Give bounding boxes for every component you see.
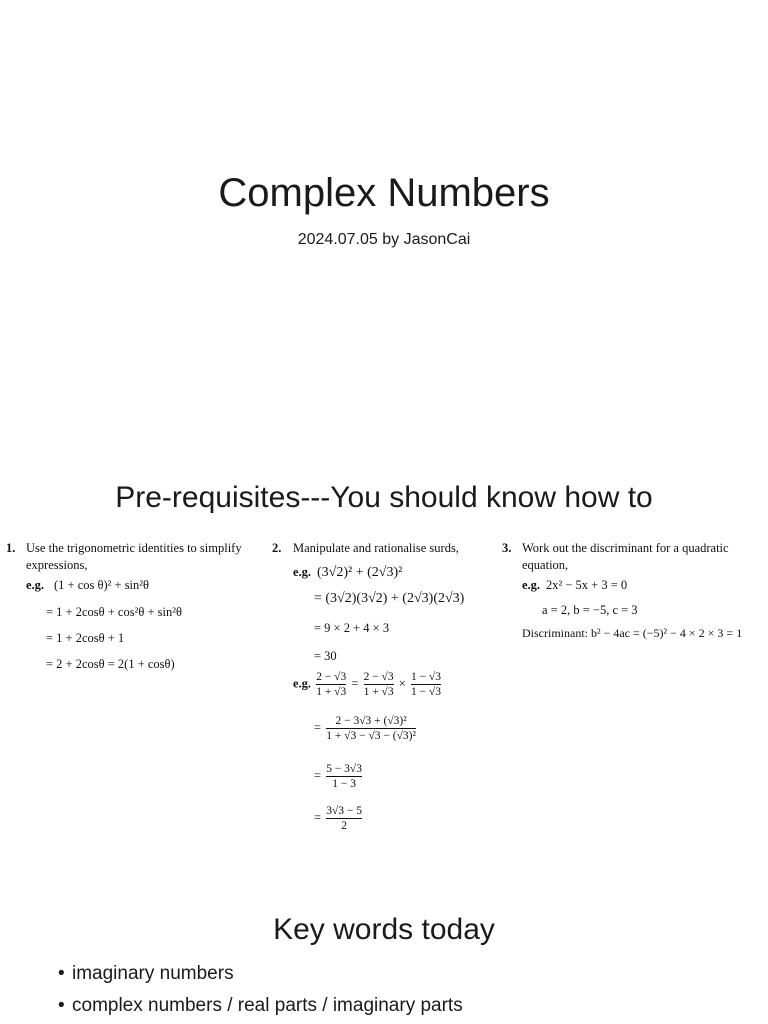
surds-eg-label-2: e.g. (293, 676, 312, 691)
discriminant-instruction: Work out the discriminant for a quadratic (522, 541, 729, 555)
fraction (326, 762, 362, 791)
surds-fraction-line-4 (314, 804, 364, 833)
fraction-numerator: 1 − √3 (410, 671, 441, 683)
trig-instruction: Use the trigonometric identities to simplify (26, 541, 242, 555)
fraction (326, 804, 362, 833)
fraction-numerator: 3√3 − 5 (326, 805, 362, 817)
fraction-numerator: 5 − 3√3 (326, 763, 362, 775)
times-sign: × (398, 676, 406, 691)
surds-expression-1: (3√2)² + (2√3)² (317, 565, 403, 580)
trig-step-3: = 2 + 2cosθ = 2(1 + cosθ) (46, 657, 175, 671)
fraction-numerator: 2 − √3 (316, 671, 347, 683)
fraction-denominator: 1 + √3 (363, 686, 394, 698)
equals-sign: = (314, 720, 322, 735)
keyword-text: imaginary numbers (72, 963, 234, 984)
fraction (411, 670, 441, 699)
equals-sign: = (314, 768, 322, 783)
surds-step-3: = 30 (314, 649, 337, 663)
prereq-number-2: 2. (272, 541, 282, 555)
trig-expression: (1 + cos θ)² + sin²θ (54, 578, 150, 592)
fraction-denominator: 1 − 3 (326, 776, 362, 791)
surds-fraction-line-2 (314, 714, 418, 743)
fraction (316, 670, 346, 699)
fraction-denominator: 1 + √3 − √3 − (√3)² (326, 730, 416, 742)
fraction (326, 714, 416, 743)
discriminant-calculation: Discriminant: b² − 4ac = (−5)² − 4 × 2 × 3 = 1 (522, 626, 743, 640)
fraction-denominator: 1 − √3 (410, 686, 441, 698)
prereq-trig-block (6, 540, 246, 680)
trig-instruction-cont: expressions, (26, 558, 88, 572)
surds-eg-label-1: e.g. (293, 565, 312, 579)
coefficients: a = 2, b = −5, c = 3 (542, 603, 638, 617)
keywords-list (58, 958, 463, 1022)
fraction-numerator: 2 − √3 (363, 671, 394, 683)
fraction-numerator: 2 − 3√3 + (√3)² (335, 715, 407, 727)
fraction-denominator: 2 (326, 818, 362, 833)
equals-sign: = (351, 676, 359, 691)
trig-eg-label: e.g. (26, 578, 45, 592)
surds-fraction-line-3 (314, 762, 364, 791)
bullet-icon: • (58, 995, 65, 1016)
quadratic-equation: 2x² − 5x + 3 = 0 (546, 578, 628, 592)
surds-step-2: = 9 × 2 + 4 × 3 (314, 621, 390, 635)
discriminant-eg-label: e.g. (522, 578, 541, 592)
surds-fraction-line-1 (293, 670, 443, 699)
fraction-denominator: 1 + √3 (316, 686, 347, 698)
surds-step-1: = (3√2)(3√2) + (2√3)(2√3) (314, 591, 465, 606)
slide-title: Complex Numbers (218, 171, 550, 215)
prerequisites-heading: Pre-requisites---You should know how to (115, 481, 653, 514)
prereq-number-1: 1. (6, 541, 16, 555)
bullet-icon: • (58, 963, 65, 984)
equals-sign: = (314, 810, 322, 825)
list-item (58, 958, 463, 990)
prereq-discriminant-block (502, 540, 764, 650)
keyword-text: complex numbers / real parts / imaginary parts (72, 995, 463, 1016)
fraction (364, 670, 394, 699)
list-item (58, 990, 463, 1022)
keywords-heading: Key words today (273, 913, 495, 946)
trig-step-1: = 1 + 2cosθ + cos²θ + sin²θ (46, 605, 182, 619)
slide-subtitle: 2024.07.05 by JasonCai (297, 231, 471, 248)
prereq-number-3: 3. (502, 541, 512, 555)
surds-instruction: Manipulate and rationalise surds, (293, 541, 459, 555)
discriminant-instruction-cont: equation, (522, 558, 569, 572)
prereq-surds-block (272, 540, 492, 840)
trig-step-2: = 1 + 2cosθ + 1 (46, 631, 125, 645)
